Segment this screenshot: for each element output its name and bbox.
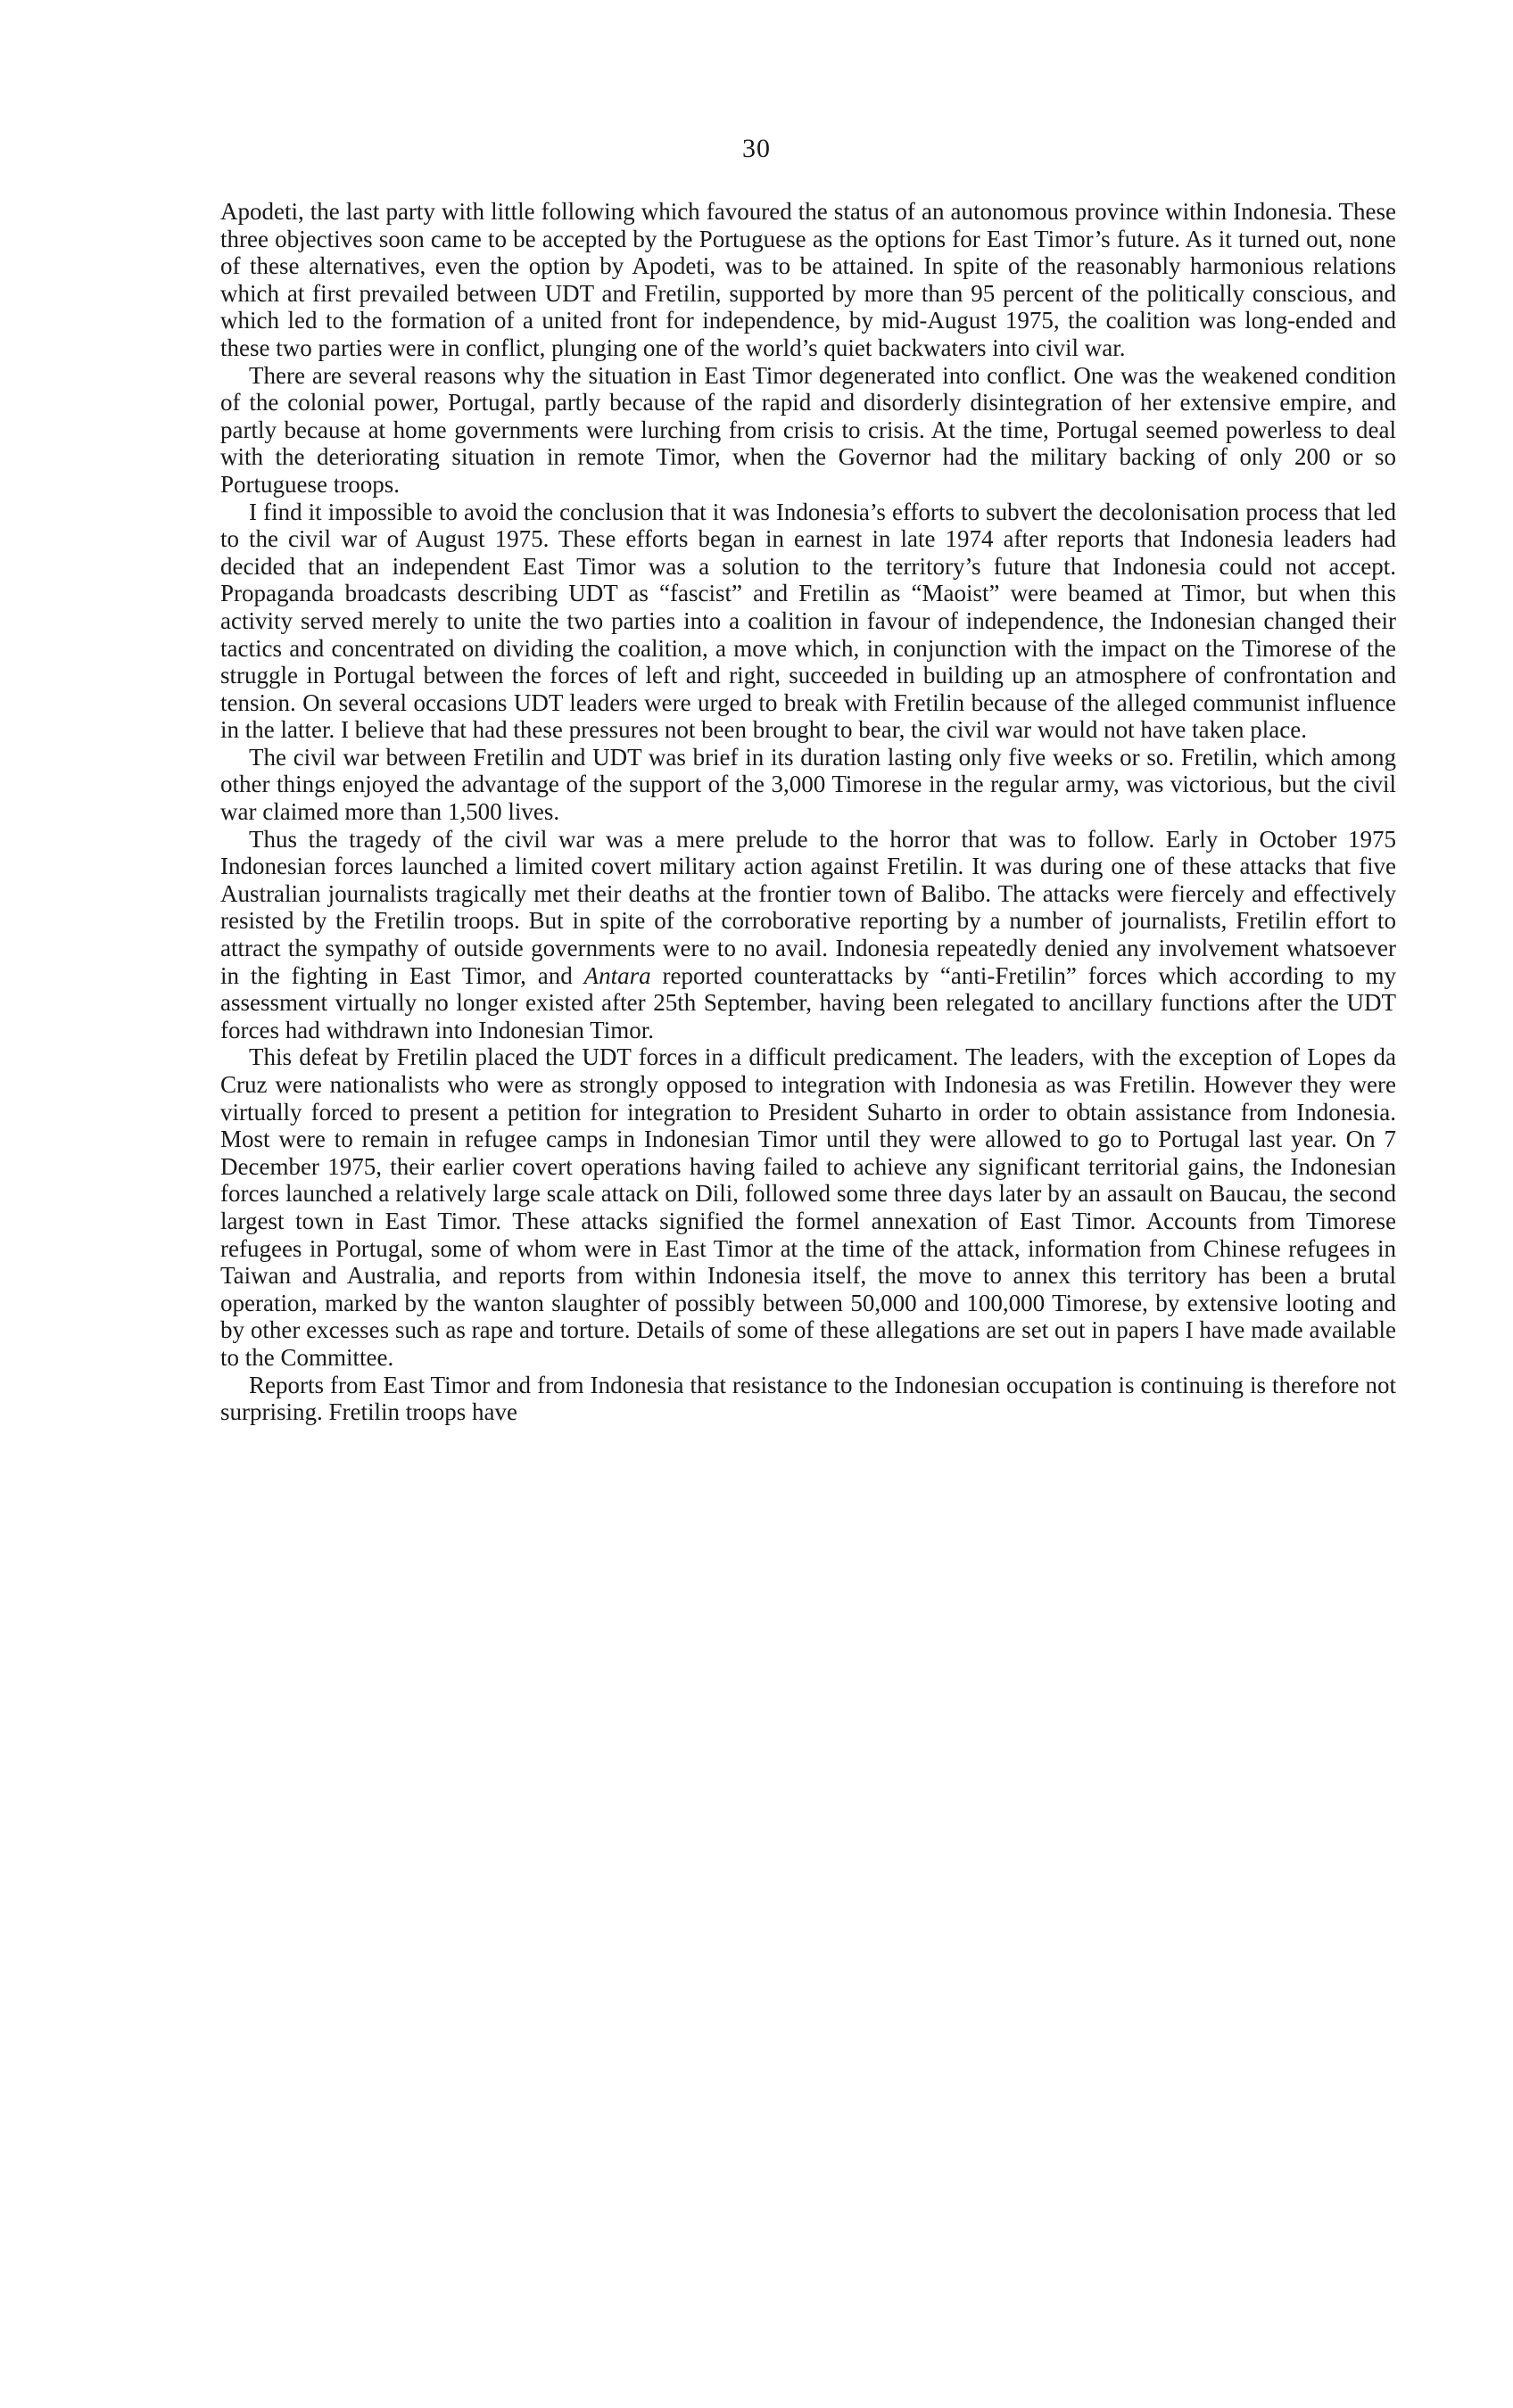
paragraph-5-tail: reported counterattacks by “anti-Fretilin” forces which according to my assessment virtually no longer existed after 25th September, having been relegated to ancillary functions after the UDT forces had withdrawn into Indonesian Timor. (220, 961, 1396, 1043)
paragraph-5-lead: Thus the tragedy of the civil war was a mere prelude to the horror that was to follow. Early in October 1975 Indonesian forces launched a limited covert military action against Fretilin. It was during one of these attacks that five Australian journalists tragically met their deaths at the frontier town of Balibo. The attacks were fiercely and effectively resisted by the Fretilin troops. But in spite of the corroborative reporting by a number of journalists, Fretilin effort to attract the sympathy of outside governments were to no avail. Indonesia repeatedly denied any involvement whatsoever in the fighting in East Timor, and (220, 825, 1396, 989)
paragraph-7: Reports from East Timor and from Indonesia that resistance to the Indonesian occupation is continuing is therefore not surprising. Fretilin troops have (220, 1371, 1396, 1426)
publication-name: Antara (583, 961, 651, 989)
page-number: 30 (742, 134, 771, 163)
paragraph-4: The civil war between Fretilin and UDT was brief in its duration lasting only five weeks or so. Fretilin, which among other things enjoyed the advantage of the support of the 3,000 Timorese in the regular army, was victorious, but the civil war claimed more than 1,500 lives. (220, 743, 1396, 826)
paragraph-1: Apodeti, the last party with little following which favoured the status of an autonomous province within Indonesia. These three objectives soon came to be accepted by the Portuguese as the options for East Timor’s future. As it turned out, none of these alternatives, even the option by Apodeti, was to be attained. In spite of the reasonably harmonious relations which at first prevailed between UDT and Fretilin, supported by more than 95 percent of the politically conscious, and which led to the formation of a united front for independence, by mid-August 1975, the coalition was long-ended and these two parties were in conflict, plunging one of the world’s quiet backwaters into civil war. (220, 198, 1396, 361)
paragraph-6: This defeat by Fretilin placed the UDT forces in a difficult predicament. The leaders, with the exception of Lopes da Cruz were nationalists who were as strongly opposed to integration with Indonesia as was Fretilin. However they were virtually forced to present a petition for integration to President Suharto in order to obtain assistance from Indonesia. Most were to remain in refugee camps in Indonesian Timor until they were allowed to go to Portugal last year. On 7 December 1975, their earlier covert operations having failed to achieve any significant territorial gains, the Indonesian forces launched a relatively large scale attack on Dili, followed some three days later by an assault on Baucau, the second largest town in East Timor. These attacks signified the formel annexation of East Timor. Accounts from Timorese refugees in Portugal, some of whom were in East Timor at the time of the attack, information from Chinese refugees in Taiwan and Australia, and reports from within Indonesia itself, the move to annex this territory has been a brutal operation, marked by the wanton slaughter of possibly between 50,000 and 100,000 Timorese, by extensive looting and by other excesses such as rape and torture. Details of some of these allegations are set out in papers I have made available to the Committee. (220, 1043, 1396, 1371)
paragraph-3: I find it impossible to avoid the conclusion that it was Indonesia’s efforts to subvert the decolonisation process that led to the civil war of August 1975. These efforts began in earnest in late 1974 after reports that Indonesia leaders had decided that an independent East Timor was a solution to the territory’s future that Indonesia could not accept. Propaganda broadcasts describing UDT as “fascist” and Fretilin as “Maoist” were beamed at Timor, but when this activity served merely to unite the two parties into a coalition in favour of independence, the Indonesian changed their tactics and concentrated on dividing the coalition, a move which, in conjunction with the impact on the Timorese of the struggle in Portugal between the forces of left and right, succeeded in building up an atmosphere of confrontation and tension. On several occasions UDT leaders were urged to break with Fretilin because of the alleged communist influence in the latter. I believe that had these pressures not been brought to bear, the civil war would not have taken place. (220, 498, 1396, 744)
paragraph-5 (220, 826, 1396, 1044)
body-text (220, 198, 1396, 1426)
paragraph-2: There are several reasons why the situation in East Timor degenerated into conflict. One was the weakened condition of the colonial power, Portugal, partly because of the rapid and disorderly disintegration of her extensive empire, and partly because at home governments were lurching from crisis to crisis. At the time, Portugal seemed powerless to deal with the deteriorating situation in remote Timor, when the Governor had the military backing of only 200 or so Portuguese troops. (220, 361, 1396, 498)
